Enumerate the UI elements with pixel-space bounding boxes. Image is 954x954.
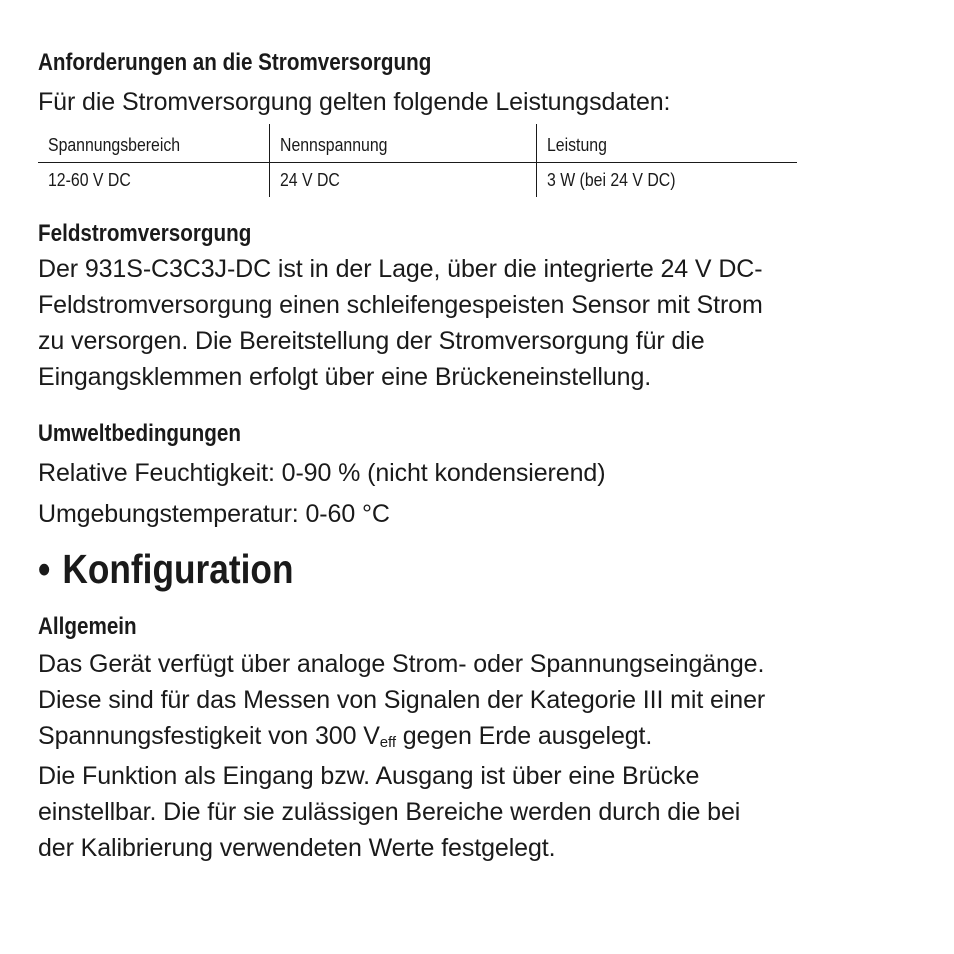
- power-requirements-heading: Anforderungen an die Stromversorgung: [38, 49, 432, 76]
- general-paragraph-2: [38, 758, 918, 866]
- general-paragraph-1: [38, 646, 918, 754]
- configuration-title-text: Konfiguration: [62, 546, 294, 592]
- paragraph-line: Eingangsklemmen erfolgt über eine Brückeneinstellung.: [38, 363, 652, 391]
- table-cell-power: 3 W (bei 24 V DC): [537, 163, 798, 198]
- environment-heading: Umweltbedingungen: [38, 420, 241, 447]
- paragraph-line: der Kalibrierung verwendeten Werte festgelegt.: [38, 834, 556, 862]
- paragraph-line: Diese sind für das Messen von Signalen der Kategorie III mit einer: [38, 686, 766, 714]
- paragraph-line: Feldstromversorgung einen schleifengespeisten Sensor mit Strom: [38, 291, 763, 319]
- paragraph-line: Der 931S-C3C3J-DC ist in der Lage, über die integrierte 24 V DC-: [38, 255, 763, 283]
- configuration-title: [38, 544, 795, 594]
- temperature-text: Umgebungstemperatur: 0-60 °C: [38, 500, 390, 528]
- table-row: [38, 163, 797, 198]
- field-supply-heading: Feldstromversorgung: [38, 220, 252, 247]
- general-heading: Allgemein: [38, 613, 137, 640]
- humidity-text: Relative Feuchtigkeit: 0-90 % (nicht kondensierend): [38, 459, 606, 487]
- document-page: [38, 48, 918, 866]
- table-cell-voltage-range: 12-60 V DC: [48, 169, 131, 190]
- voltage-text: Spannungsfestigkeit von 300 V: [38, 722, 380, 750]
- field-supply-paragraph: [38, 251, 918, 395]
- table-header-row: [38, 124, 797, 163]
- table-cell-nominal-voltage: 24 V DC: [270, 163, 537, 198]
- power-specs-table: [38, 124, 797, 197]
- bullet-icon: •: [38, 546, 51, 592]
- table-header-cell: Spannungsbereich: [38, 124, 270, 163]
- power-intro-text: Für die Stromversorgung gelten folgende Leistungsdaten:: [38, 88, 671, 116]
- paragraph-line: zu versorgen. Die Bereitstellung der Stromversorgung für die: [38, 327, 705, 355]
- eff-subscript: eff: [379, 734, 396, 751]
- paragraph-line-tail: gegen Erde ausgelegt.: [395, 722, 653, 750]
- table-header-cell: Nennspannung: [270, 124, 537, 163]
- paragraph-line: Das Gerät verfügt über analoge Strom- oder Spannungseingänge.: [38, 650, 765, 678]
- paragraph-line: [38, 718, 918, 754]
- table-header-cell: Leistung: [537, 124, 798, 163]
- paragraph-line: einstellbar. Die für sie zulässigen Bereiche werden durch die bei: [38, 798, 741, 826]
- paragraph-line: Die Funktion als Eingang bzw. Ausgang ist über eine Brücke: [38, 762, 700, 790]
